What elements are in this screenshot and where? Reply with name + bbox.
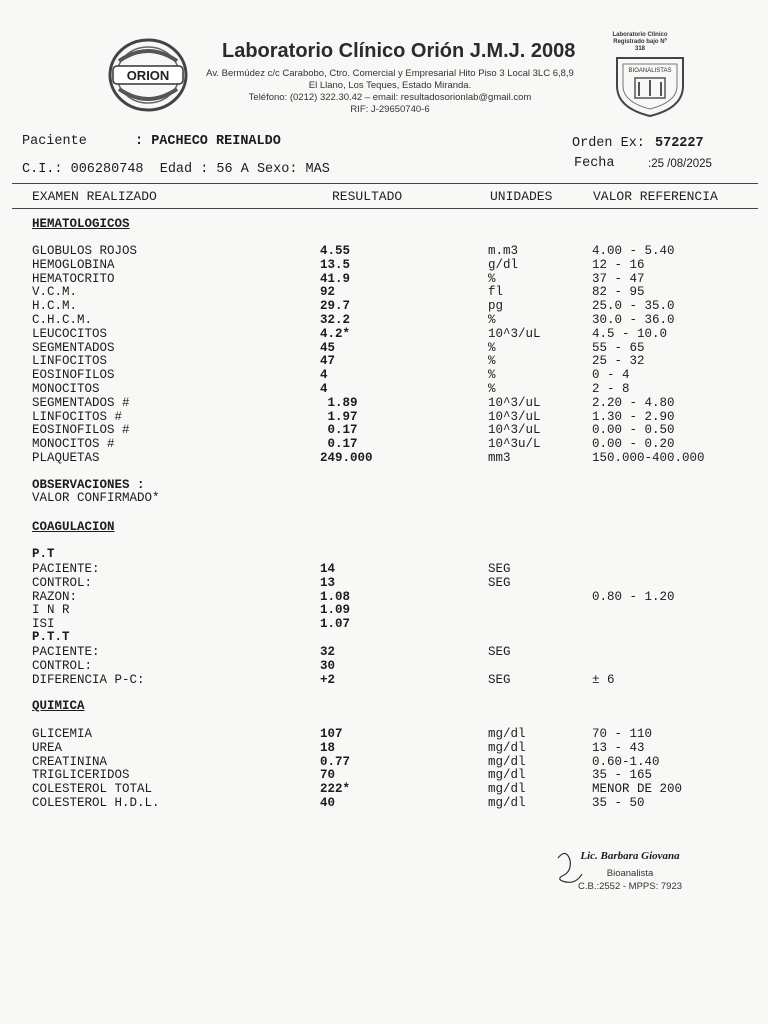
divider-header xyxy=(12,208,758,209)
test-unit: % xyxy=(488,382,496,396)
result-row xyxy=(0,313,768,327)
test-unit: 10^3u/L xyxy=(488,437,541,452)
test-result: 4 xyxy=(320,382,328,396)
test-result: 0.77 xyxy=(320,754,351,769)
test-unit: % xyxy=(488,340,496,355)
logo-text: ORION xyxy=(126,68,170,83)
address-line-1: Av. Bermúdez c/c Carabobo, Ctro. Comercial y Empresarial Hito Piso 3 Local 3LC 6,8,9 xyxy=(206,68,574,79)
test-result: 14 xyxy=(320,562,336,576)
test-name: RAZON: xyxy=(32,589,78,604)
signature-cb: C.B.:2552 - MPPS: 7923 xyxy=(577,881,683,892)
test-reference: 0.80 - 1.20 xyxy=(592,589,675,604)
test-result: 18 xyxy=(320,740,336,755)
orden-value: 572227 xyxy=(655,136,704,151)
test-reference: 150.000-400.000 xyxy=(592,451,705,465)
result-row xyxy=(0,603,768,617)
test-name: EOSINOFILOS xyxy=(32,368,115,383)
test-unit: mg/dl xyxy=(488,782,526,797)
result-row xyxy=(0,258,768,272)
result-row xyxy=(0,590,768,604)
test-reference: 0.60-1.40 xyxy=(592,754,660,769)
test-reference: 2.20 - 4.80 xyxy=(592,395,675,410)
test-reference: 13 - 43 xyxy=(592,740,645,755)
test-name: GLICEMIA xyxy=(32,727,93,741)
result-row xyxy=(0,423,768,437)
result-row xyxy=(0,354,768,368)
test-result: 0.17 xyxy=(320,423,358,438)
test-result: 4 xyxy=(320,368,328,383)
test-reference: 25.0 - 35.0 xyxy=(592,299,675,314)
test-reference: 1.30 - 2.90 xyxy=(592,409,675,424)
stamp-caption xyxy=(610,32,670,53)
paciente-label: Paciente xyxy=(22,134,87,149)
test-result: 29.7 xyxy=(320,299,351,314)
fecha-value: :25 /08/2025 xyxy=(648,158,712,170)
test-reference: 30.0 - 36.0 xyxy=(592,313,675,327)
col-valor: VALOR REFERENCIA xyxy=(593,189,718,204)
result-row xyxy=(0,272,768,286)
test-unit: mg/dl xyxy=(488,768,526,783)
test-unit: % xyxy=(488,368,496,383)
result-row xyxy=(0,410,768,424)
test-name: GLOBULOS ROJOS xyxy=(32,244,138,258)
test-name: TRIGLICERIDOS xyxy=(32,768,130,783)
col-examen: EXAMEN REALIZADO xyxy=(32,189,157,204)
test-name: MONOCITOS xyxy=(32,382,100,396)
test-reference: 4.00 - 5.40 xyxy=(592,244,675,258)
test-unit: 10^3/uL xyxy=(488,409,541,424)
test-result: 47 xyxy=(320,354,336,369)
section-coagulacion: COAGULACION xyxy=(32,520,115,534)
result-row xyxy=(0,741,768,755)
test-result: 107 xyxy=(320,727,343,741)
fecha-label: Fecha xyxy=(574,156,615,171)
test-unit: % xyxy=(488,313,496,327)
test-unit: % xyxy=(488,271,496,286)
test-name: ISI xyxy=(32,617,55,632)
test-name: COLESTEROL TOTAL xyxy=(32,782,153,797)
signature-name: Lic. Barbara Giovana xyxy=(580,850,680,862)
test-result: +2 xyxy=(320,672,336,687)
test-unit: 10^3/uL xyxy=(488,423,541,438)
test-unit: SEG xyxy=(488,645,511,659)
section-hematologicos: HEMATOLOGICOS xyxy=(32,217,130,231)
test-reference: 0.00 - 0.20 xyxy=(592,437,675,452)
orden-label: Orden Ex: xyxy=(572,136,645,151)
test-reference: 25 - 32 xyxy=(592,354,645,369)
test-result: 41.9 xyxy=(320,271,351,286)
test-unit: SEG xyxy=(488,575,511,590)
result-row xyxy=(0,768,768,782)
test-unit: m.m3 xyxy=(488,244,519,258)
test-name: PLAQUETAS xyxy=(32,451,100,465)
test-unit: SEG xyxy=(488,562,511,576)
stamp-line-1: Laboratorio Clínico xyxy=(612,32,668,38)
result-row xyxy=(0,673,768,687)
test-result: 1.89 xyxy=(320,395,358,410)
test-name: PACIENTE: xyxy=(32,562,100,576)
test-reference: 35 - 165 xyxy=(592,768,653,783)
result-row xyxy=(0,341,768,355)
test-name: COLESTEROL H.D.L. xyxy=(32,796,160,810)
test-reference: 70 - 110 xyxy=(592,727,653,741)
result-row xyxy=(0,645,768,659)
observaciones-title: OBSERVACIONES : xyxy=(32,478,145,492)
test-name: PACIENTE: xyxy=(32,645,100,659)
test-unit: 10^3/uL xyxy=(488,395,541,410)
result-row xyxy=(0,617,768,631)
result-row xyxy=(0,727,768,741)
col-unidades: UNIDADES xyxy=(490,189,553,204)
test-unit: % xyxy=(488,354,496,369)
test-result: 32.2 xyxy=(320,313,351,327)
test-unit: 10^3/uL xyxy=(488,326,541,341)
test-name: LEUCOCITOS xyxy=(32,326,108,341)
divider-top xyxy=(12,183,758,184)
signature-block xyxy=(560,850,700,892)
test-reference: MENOR DE 200 xyxy=(592,782,683,797)
result-row xyxy=(0,755,768,769)
test-result: 0.17 xyxy=(320,437,358,452)
test-name: H.C.M. xyxy=(32,299,78,314)
test-name: HEMATOCRITO xyxy=(32,271,115,286)
rif-line: RIF: J-29650740-6 xyxy=(350,104,430,115)
paciente-value: : PACHECO REINALDO xyxy=(135,134,281,149)
stamp-line-2: Registrado bajo Nº 318 xyxy=(613,39,667,52)
test-result: 1.07 xyxy=(320,617,351,632)
result-row xyxy=(0,285,768,299)
address-line-2: El Llano, Los Teques, Estado Miranda. xyxy=(308,80,472,91)
test-unit: mg/dl xyxy=(488,796,526,810)
test-result: 222* xyxy=(320,782,351,797)
test-result: 13 xyxy=(320,575,336,590)
test-name: I N R xyxy=(32,603,70,618)
bioanalistas-seal xyxy=(613,52,687,118)
test-unit: mg/dl xyxy=(488,727,526,741)
test-result: 92 xyxy=(320,285,336,300)
test-result: 45 xyxy=(320,340,336,355)
test-result: 40 xyxy=(320,796,336,810)
test-result: 4.2* xyxy=(320,326,351,341)
test-unit: pg xyxy=(488,299,504,314)
ci-line: C.I.: 006280748 Edad : 56 A Sexo: MAS xyxy=(22,162,330,177)
test-result: 70 xyxy=(320,768,336,783)
test-unit: mm3 xyxy=(488,451,511,465)
col-resultado: RESULTADO xyxy=(332,189,403,204)
test-result: 30 xyxy=(320,658,336,673)
result-row xyxy=(0,562,768,576)
test-reference: 0 - 4 xyxy=(592,368,630,383)
test-reference: 2 - 8 xyxy=(592,382,630,396)
result-row xyxy=(0,244,768,258)
phone-line: Teléfono: (0212) 322.30.42 – email: resultadosorionlab@gmail.com xyxy=(248,92,532,103)
result-row xyxy=(0,368,768,382)
test-reference: 82 - 95 xyxy=(592,285,645,300)
test-result: 32 xyxy=(320,645,336,659)
lab-name: Laboratorio Clínico Orión J.M.J. 2008 xyxy=(222,40,576,62)
seal-text: BIOANALISTAS xyxy=(628,68,672,74)
test-name: EOSINOFILOS # xyxy=(32,423,130,438)
test-reference: 0.00 - 0.50 xyxy=(592,423,675,438)
test-reference: 55 - 65 xyxy=(592,340,645,355)
test-name: C.H.C.M. xyxy=(32,313,93,327)
test-reference: ± 6 xyxy=(592,672,615,687)
test-result: 13.5 xyxy=(320,257,351,272)
section-quimica: QUIMICA xyxy=(32,699,85,713)
test-result: 249.000 xyxy=(320,451,373,465)
test-result: 4.55 xyxy=(320,244,351,258)
test-name: HEMOGLOBINA xyxy=(32,257,115,272)
test-name: MONOCITOS # xyxy=(32,437,115,452)
test-name: CREATININA xyxy=(32,754,108,769)
test-result: 1.08 xyxy=(320,589,351,604)
test-unit: mg/dl xyxy=(488,754,526,769)
test-name: CONTROL: xyxy=(32,658,93,673)
result-row xyxy=(0,576,768,590)
test-name: SEGMENTADOS # xyxy=(32,395,130,410)
signature-title: Bioanalista xyxy=(606,868,654,879)
result-row xyxy=(0,299,768,313)
test-name: LINFOCITOS # xyxy=(32,409,123,424)
observaciones-text: VALOR CONFIRMADO* xyxy=(32,491,160,505)
test-name: UREA xyxy=(32,740,63,755)
test-unit: SEG xyxy=(488,672,511,687)
test-reference: 12 - 16 xyxy=(592,257,645,272)
ptt-title: P.T.T xyxy=(32,630,70,644)
result-row xyxy=(0,327,768,341)
test-result: 1.09 xyxy=(320,603,351,618)
orion-logo xyxy=(107,37,189,113)
test-unit: g/dl xyxy=(488,257,519,272)
test-unit: fl xyxy=(488,285,504,300)
test-unit: mg/dl xyxy=(488,740,526,755)
result-row xyxy=(0,437,768,451)
result-row xyxy=(0,396,768,410)
pt-title: P.T xyxy=(32,547,55,561)
test-name: LINFOCITOS xyxy=(32,354,108,369)
result-row xyxy=(0,782,768,796)
test-name: V.C.M. xyxy=(32,285,78,300)
test-result: 1.97 xyxy=(320,409,358,424)
result-row xyxy=(0,451,768,465)
test-name: DIFERENCIA P-C: xyxy=(32,672,145,687)
test-name: CONTROL: xyxy=(32,575,93,590)
test-name: SEGMENTADOS xyxy=(32,340,115,355)
result-row xyxy=(0,796,768,810)
test-reference: 37 - 47 xyxy=(592,271,645,286)
test-reference: 35 - 50 xyxy=(592,796,645,810)
result-row xyxy=(0,382,768,396)
test-reference: 4.5 - 10.0 xyxy=(592,326,668,341)
result-row xyxy=(0,659,768,673)
